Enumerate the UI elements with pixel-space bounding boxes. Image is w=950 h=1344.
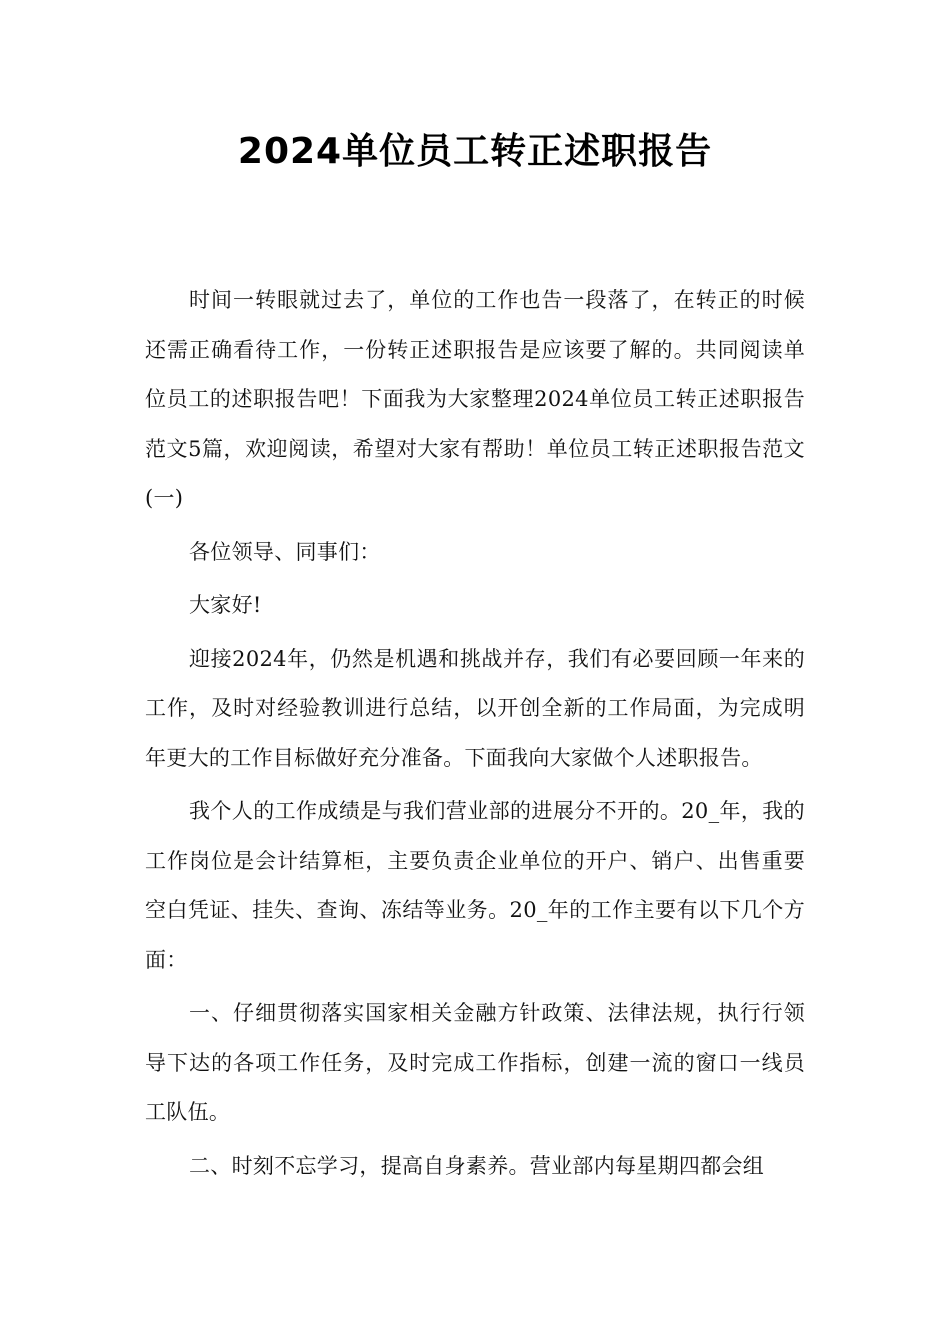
document-title: 2024单位员工转正述职报告 — [237, 131, 713, 172]
paragraph-point-one: 一、仔细贯彻落实国家相关金融方针政策、法律法规，执行行领导下达的各项工作任务，及时完成工作指标，创建一流的窗口一线员工队伍。 — [145, 1001, 805, 1124]
paragraph-salutation: 各位领导、同事们： — [189, 539, 381, 564]
document-body — [145, 276, 805, 1195]
paragraph-job-role: 我个人的工作成绩是与我们营业部的进展分不开的。20_年，我的工作岗位是会计结算柜，主要负责企业单位的开户、销户、出售重要空白凭证、挂失、查询、冻结等业务。20_年的工作主要有以下几个方面： — [145, 799, 805, 972]
paragraph-intro: 时间一转眼就过去了，单位的工作也告一段落了，在转正的时候还需正确看待工作，一份转正述职报告是应该要了解的。共同阅读单位员工的述职报告吧！下面我为大家整理2024单位员工转正述职报告范文5篇，欢迎阅读，希望对大家有帮助！单位员工转正述职报告范文(一) — [145, 288, 805, 510]
paragraph-greeting: 大家好! — [189, 593, 262, 617]
paragraph-point-two: 二、时刻不忘学习，提高自身素养。营业部内每星期四都会组 — [189, 1153, 765, 1178]
paragraph-opening: 迎接2024年，仍然是机遇和挑战并存，我们有必要回顾一年来的工作，及时对经验教训进行总结，以开创全新的工作局面，为完成明年更大的工作目标做好充分准备。下面我向大家做个人述职报告。 — [145, 646, 805, 770]
